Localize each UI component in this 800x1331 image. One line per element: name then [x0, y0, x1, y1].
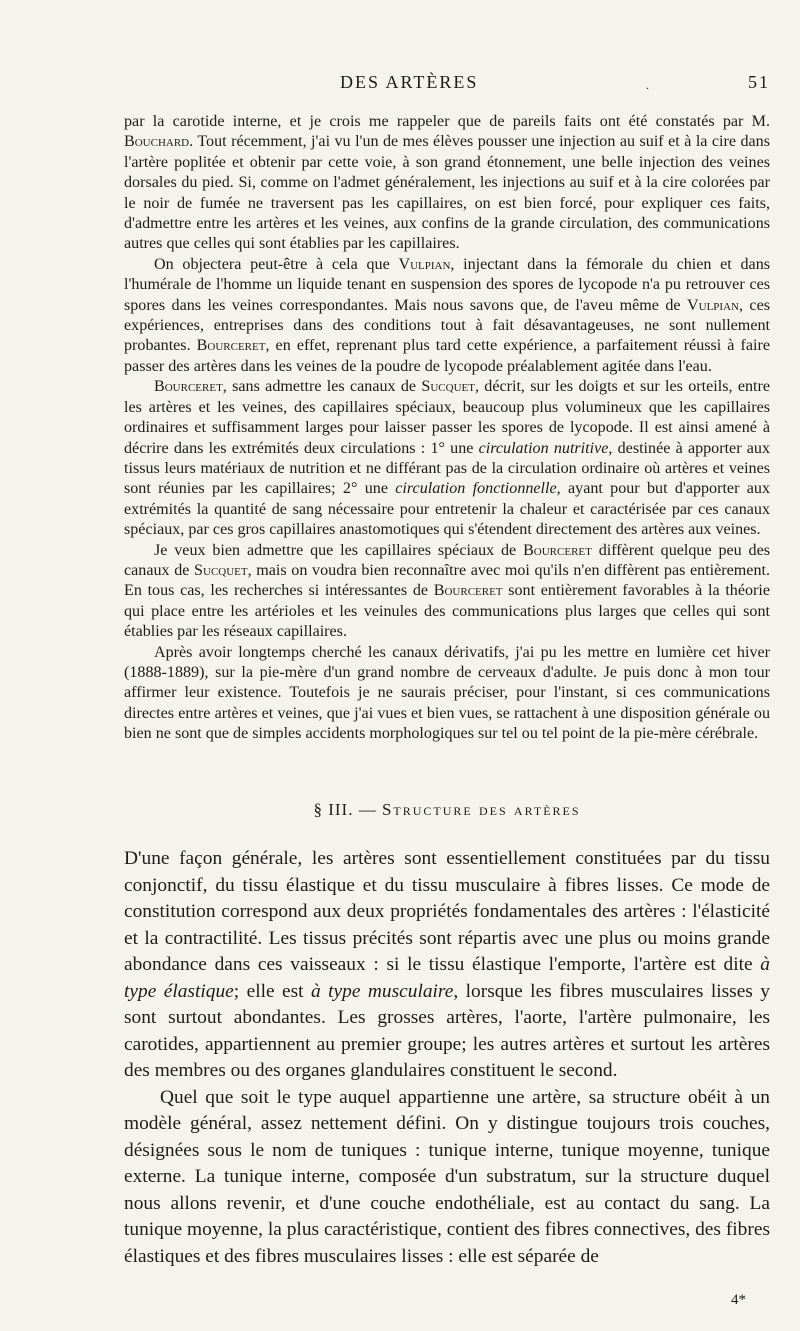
- page-header: [190, 72, 770, 96]
- author-name: Sucquet: [194, 561, 248, 579]
- paragraph: [124, 1085, 770, 1271]
- italic-term: à type élastique: [124, 954, 770, 1002]
- text-run: , destinée à apporter aux tissus leurs matériaux de nutrition et ne différant pas de la circulation ordinaire où artères et veines sont réunies par les capillaires; 2° une: [124, 439, 771, 498]
- header-mark: .: [646, 78, 651, 92]
- italic-term: à type musculaire: [311, 980, 454, 1002]
- author-name: Bourceret: [523, 541, 592, 559]
- text-run: Je veux bien admettre que les capillaires spéciaux de: [154, 541, 524, 559]
- text-run: Après avoir longtemps cherché les canaux dérivatifs, j'ai pu les mettre en lumière cet hiver (1888-1889), sur la pie-mère d'un grand nombre de cerveaux d'adulte. Je puis donc à mon tour affirmer leur existence. Toutefois je ne saurais préciser, pour l'instant, si ces communications directes entre artères et veines, que j'ai vues et bien vues, se rattachent à une disposition générale ou bien ne sont que de simples accidents morphologiques sur tel ou tel point de la pie-mère cérébrale.: [124, 643, 770, 743]
- author-name: Bourceret: [433, 582, 503, 600]
- text-run: , ces expériences, entreprises dans des conditions tout à fait désavantageuses, ne sont nullement probantes.: [124, 296, 770, 355]
- section-title: Structure des artères: [381, 800, 581, 819]
- text-run: ; elle est: [233, 980, 312, 1002]
- page-number: 51: [748, 72, 770, 92]
- paragraph: [124, 541, 770, 643]
- author-name: Bourceret: [196, 337, 266, 355]
- text-run: D'une façon générale, les artères sont essentiellement constituées par du tissu conjonctif, du tissu élastique et du tissu musculaire à fibres lisses. Ce mode de constitution correspond aux deux propriétés fondamentales des artères : l'élasticité et la contractilité. Les tissus précités sont répartis avec une plus ou moins grande abondance dans ces vaisseaux : si le tissu élastique l'emporte, l'artère est dite: [124, 848, 770, 975]
- paragraph: [124, 377, 770, 540]
- text-run: Quel que soit le type auquel appartienne une artère, sa structure obéit à un modèle général, assez nettement défini. On y distingue toujours trois couches, désignées sous le nom de tuniques : tunique interne, tunique moyenne, tunique externe. La tunique interne, composée d'un substratum, sur la structure duquel nous allons revenir, et d'une couche endothéliale, est au contact du sang. La tunique moyenne, la plus caractéristique, contient des fibres connectives, des fibres élastiques et des fibres musculaires lisses : elle est séparée de: [124, 1086, 770, 1267]
- author-name: Bourceret: [154, 378, 223, 396]
- author-name: Vulpian: [398, 255, 451, 273]
- text-run: , injectant dans la fémorale du chien et dans l'humérale de l'homme un liquide tenant en suspension des spores de lycopode n'a pu retrouver ces spores dans les veines correspondantes. Mais nous savons que, de l'aveu même de: [124, 255, 770, 314]
- text-run: , sans admettre les canaux de: [222, 378, 422, 396]
- italic-term: circulation nutritive: [478, 439, 609, 457]
- text-run: , en effet, reprenant plus tard cette expérience, a parfaitement réussi à faire passer des artères dans les veines de la poudre de lycopode préalablement agitée dans l'eau.: [124, 337, 770, 375]
- author-name: Bouchard: [124, 133, 190, 151]
- text-run: On objectera peut-être à cela que: [154, 255, 399, 273]
- body-text-large: [124, 846, 770, 1270]
- author-name: Vulpian: [687, 296, 739, 314]
- author-name: Sucquet: [421, 378, 475, 396]
- italic-term: circulation fonctionnelle: [395, 480, 557, 498]
- text-run: , ayant pour but d'apporter aux extrémités la quantité de sang nécessaire pour entretenir la chaleur et caractérisée par ces canaux spéciaux, par ces gros capillaires anastomotiques qui s'étendent directement des artères aux veines.: [124, 480, 770, 539]
- text-run: , lorsque les fibres musculaires lisses y sont surtout abondantes. Les grosses artères, l'aorte, l'artère pulmonaire, les carotides, appartiennent au premier groupe; les autres artères et surtout les artères des membres ou des organes glandulaires constituent le second.: [124, 980, 770, 1081]
- text-run: diffèrent quelque peu des canaux de: [124, 541, 770, 579]
- text-run: , décrit, sur les doigts et sur les orteils, entre les artères et les veines, des capillaires spéciaux, beaucoup plus volumineux que les capillaires ordinaires et suffisamment larges pour laisser passer les spores de lycopode. Il est ainsi amené à décrire dans les extrémités deux circulations : 1° une: [124, 378, 770, 457]
- section-number: § III. —: [313, 800, 377, 819]
- body-text-small: [124, 112, 770, 745]
- paragraph: [124, 112, 770, 255]
- text-run: sont entièrement favorables à la théorie qui place entre les artérioles et les veinules des communications plus larges que celles qui sont établies par les réseaux capillaires.: [124, 582, 770, 641]
- signature-mark: 4*: [731, 1292, 746, 1308]
- paragraph: [124, 255, 770, 377]
- paragraph: [124, 643, 770, 745]
- text-run: . Tout récemment, j'ai vu l'un de mes élèves pousser une injection au suif et à la cire dans l'artère poplitée et obtenir par cette voie, à son grand étonnement, une belle injection des veines dorsales du pied. Si, comme on l'admet généralement, les injections au suif et à la cire colorées par le noir de fumée ne traversent pas les capillaires, on est bien forcé, pour expliquer ces faits, d'admettre entre les artères et les veines, aux confins de la grande circulation, des communications autres que celles qui sont établies par les capillaires.: [124, 133, 770, 253]
- section-heading: [124, 800, 770, 820]
- paragraph: [124, 846, 770, 1085]
- text-run: , mais on voudra bien reconnaître avec moi qu'ils n'en diffèrent pas entièrement. En tous cas, les recherches si intéressantes de: [124, 561, 770, 600]
- text-run: par la carotide interne, et je crois me rappeler que de pareils faits ont été constatés par M.: [124, 113, 770, 130]
- running-title: DES ARTÈRES: [340, 72, 479, 92]
